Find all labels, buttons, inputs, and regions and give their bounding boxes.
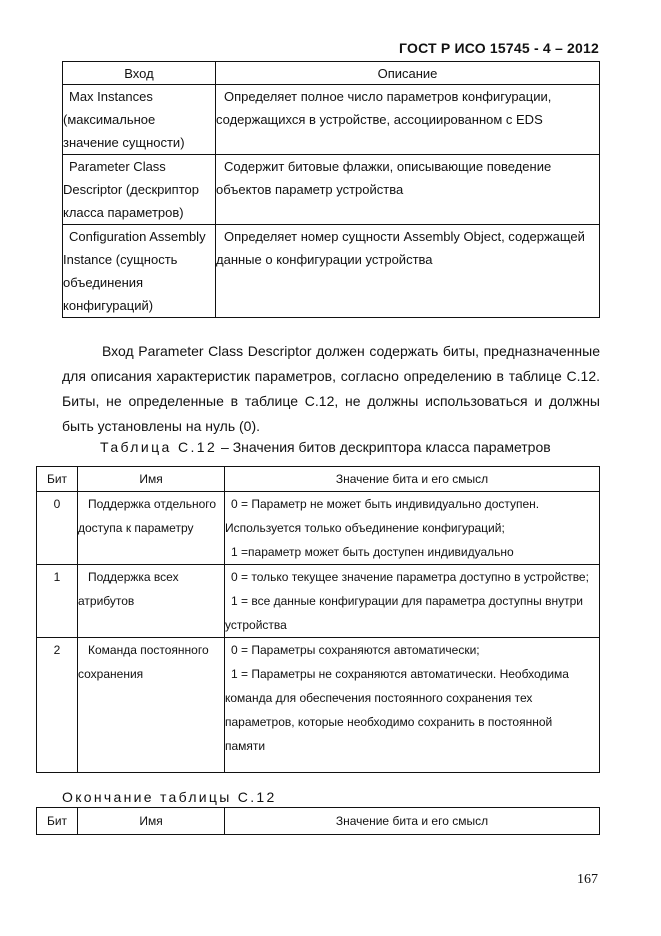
cell-line: 1 =параметр может быть доступен индивидуально <box>231 545 514 559</box>
cell-line: 0 = Параметр не может быть индивидуально доступен. <box>231 497 540 511</box>
cell-line: Instance (сущность <box>63 252 178 267</box>
name-cell <box>78 638 225 773</box>
description-cell <box>216 85 600 155</box>
cell-line: Содержит битовые флажки, описывающие поведение <box>224 159 552 174</box>
cell-line: объединения <box>63 275 144 290</box>
cell-line: 1 = Параметры не сохраняются автоматически. Необходима <box>231 667 569 681</box>
name-cell <box>78 565 225 638</box>
bits-table-continuation <box>36 807 600 835</box>
cell-line: Определяет полное число параметров конфигурации, <box>224 89 552 104</box>
column-header-description: Описание <box>216 62 600 85</box>
cell-line: параметров, которые необходимо сохранить в постоянной <box>225 715 553 729</box>
table-row <box>63 155 600 225</box>
cell-line: (максимальное <box>63 112 156 127</box>
meaning-cell <box>225 638 600 773</box>
cell-line: Поддержка всех <box>88 570 179 584</box>
cell-line: 0 = Параметры сохраняются автоматически; <box>231 643 480 657</box>
table-row <box>37 638 600 773</box>
cell-line: данные о конфигурации устройства <box>216 252 433 267</box>
table-caption <box>100 439 551 455</box>
cell-line: значение сущности) <box>63 135 185 150</box>
meaning-cell <box>225 565 600 638</box>
entry-cell <box>63 85 216 155</box>
page-number: 167 <box>577 872 598 887</box>
name-cell <box>78 492 225 565</box>
entries-table <box>62 61 600 318</box>
cell-line: Поддержка отдельного <box>88 497 217 511</box>
body-paragraph <box>62 339 600 439</box>
entry-cell <box>63 225 216 318</box>
cell-line: Configuration Assembly <box>69 229 206 244</box>
column-header-bit: Бит <box>37 467 78 492</box>
cell-line: сохранения <box>78 667 144 681</box>
cell-line: устройства <box>225 618 287 632</box>
cell-line: атрибутов <box>78 594 135 608</box>
cell-line: 0 = только текущее значение параметра доступно в устройстве; <box>231 570 589 584</box>
description-cell <box>216 225 600 318</box>
column-header-entry: Вход <box>63 62 216 85</box>
table-row <box>63 85 600 155</box>
bit-cell: 0 <box>37 492 78 565</box>
cell-line: Команда постоянного <box>88 643 209 657</box>
column-header-meaning: Значение бита и его смысл <box>225 467 600 492</box>
cell-line: 1 = все данные конфигурации для параметра доступны внутри <box>231 594 583 608</box>
cell-line: конфигураций) <box>63 298 154 313</box>
cell-line: Parameter Class <box>69 159 166 174</box>
table-header-row <box>63 62 600 85</box>
table-row <box>37 565 600 638</box>
bits-table <box>36 466 600 773</box>
cell-line: Max Instances <box>69 89 153 104</box>
cell-line: объектов параметр устройства <box>216 182 404 197</box>
cell-line: памяти <box>225 739 266 753</box>
column-header-name: Имя <box>78 467 225 492</box>
table-header-row <box>37 467 600 492</box>
bit-cell: 1 <box>37 565 78 638</box>
caption-title: – Значения битов дескриптора класса параметров <box>217 439 551 455</box>
column-header-meaning: Значение бита и его смысл <box>225 808 600 835</box>
cell-line: Определяет номер сущности Assembly Object, содержащей <box>224 229 585 244</box>
meaning-cell <box>225 492 600 565</box>
table-row <box>63 225 600 318</box>
cell-line: класса параметров) <box>63 205 184 220</box>
table-row <box>37 492 600 565</box>
bit-cell: 2 <box>37 638 78 773</box>
cell-line: команда для обеспечения постоянного сохранения тех <box>225 691 533 705</box>
cell-line: содержащихся в устройстве, ассоциированном с EDS <box>216 112 543 127</box>
cell-line: Используется только объединение конфигураций; <box>225 521 505 535</box>
table-continuation-label: Окончание таблицы С.12 <box>62 789 277 805</box>
description-cell <box>216 155 600 225</box>
caption-label: Таблица С.12 <box>100 439 218 455</box>
column-header-bit: Бит <box>37 808 78 835</box>
table-header-row <box>37 808 600 835</box>
cell-line: доступа к параметру <box>78 521 194 535</box>
paragraph-text: Вход Parameter Class Descriptor должен содержать биты, предназначенные для описания характеристик параметров, согласно определению в таблице С.12. Биты, не определенные в таблице С.12, не должны использоваться и должны быть установлены на нуль (0). <box>62 343 600 434</box>
entry-cell <box>63 155 216 225</box>
column-header-name: Имя <box>78 808 225 835</box>
document-header: ГОСТ Р ИСО 15745 - 4 – 2012 <box>399 40 599 56</box>
cell-line: Descriptor (дескриптор <box>63 182 199 197</box>
